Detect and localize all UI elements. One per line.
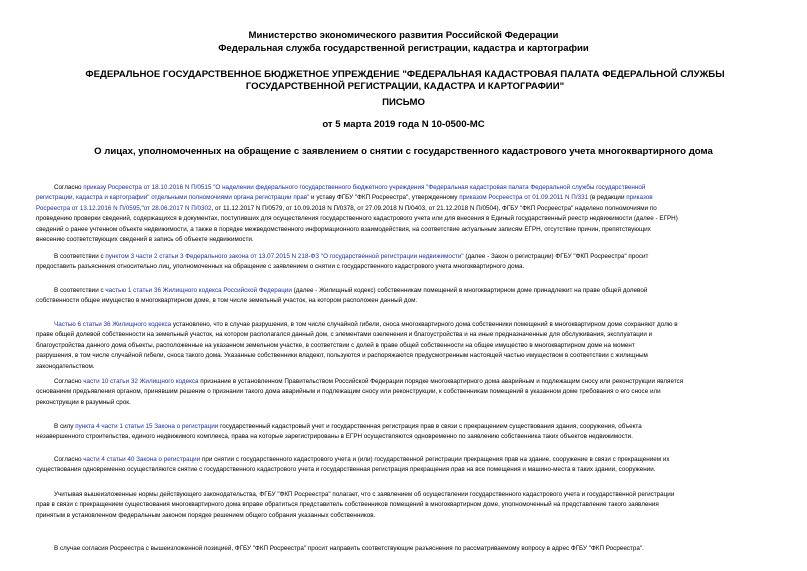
paragraph-text: ," — [139, 204, 144, 212]
legal-reference-link[interactable]: пунктом 3 части 2 статьи 3 Федерального закона от 13.07.2015 N 218-ФЗ "О государственной регистрации недвижимости" — [105, 253, 464, 260]
legal-reference-link[interactable]: приказов — [626, 194, 653, 202]
paragraph-text: Согласно — [54, 378, 84, 385]
legal-reference-link[interactable]: пункта 4 части 1 статьи 15 Закона о регистрации — [75, 423, 219, 430]
paragraph-text: установлено, что в случае разрушения, в том числе случайной гибели, сноса многоквартирного дома собственники помещений в многоквартирном доме сохраняют долю в — [171, 321, 678, 328]
letter-date-number: от 5 марта 2019 года N 10-0500-МС — [322, 119, 485, 130]
paragraph-line — [36, 341, 806, 351]
ministry-name: Министерство экономического развития Российской Федерации — [248, 30, 559, 41]
legal-reference-link[interactable]: Частью 6 статьи 36 Жилищного кодекса — [54, 321, 172, 328]
paragraph-text: предоставить разъяснения относительно лиц, уполномоченных на обращение с заявлением о снятии с государственного кадастрового учета многоквартирного дома. — [36, 263, 525, 271]
paragraph-line — [36, 193, 806, 203]
paragraph-line — [36, 235, 806, 245]
paragraph-text: внесению соответствующих сведений в запись об объекте недвижимости. — [36, 236, 254, 244]
paragraph-text: реконструкции в разумный срок. — [36, 398, 131, 406]
legal-reference-link[interactable]: Росреестра от 13.12.2016 N П/0595 — [36, 204, 140, 212]
paragraph-text: незавершенного строительства, единого недвижимого комплекса, права на которые зарегистрированы в ЕГРН осуществляются одновременно по заявлению собственника таких объектов недвижимости. — [36, 433, 633, 441]
paragraph-line — [36, 465, 806, 475]
paragraph-line — [36, 362, 806, 372]
paragraph-line — [36, 351, 806, 361]
paragraph-line — [36, 320, 806, 330]
paragraph-text: проведению проверки сведений, содержащихся в документах, поступивших для осуществления государственного кадастрового учета или для внесения в Единый государственный реестр недвижимости (далее - ЕГРН) — [36, 215, 678, 223]
agency-name: Федеральная служба государственной регистрации, кадастра и картографии — [218, 43, 589, 54]
paragraph-text: собственности общее имущество в многоквартирном доме, в том числе земельный участок, на котором расположен данный дом. — [36, 297, 418, 305]
paragraph — [36, 252, 806, 273]
paragraph-line — [36, 296, 806, 306]
paragraph-line — [36, 511, 806, 521]
paragraph-text: Согласно — [54, 456, 84, 463]
paragraph-text: законодательством. — [36, 362, 95, 370]
paragraph-line — [36, 204, 806, 214]
paragraph-line — [36, 544, 806, 554]
paragraph-line — [36, 398, 806, 408]
paragraph-text: и уставу ФГБУ "ФКП Росреестра", утвержденному — [309, 194, 460, 202]
legal-reference-link[interactable]: части 10 статьи 32 Жилищного кодекса — [83, 378, 199, 385]
paragraph-line — [36, 262, 806, 272]
paragraph-line — [36, 225, 806, 235]
paragraph-text: Учитывая вышеизложенные нормы действующего законодательства, ФГБУ "ФКП Росреестра" полагает, что с заявлением об осуществлении государственного кадастрового учета и государственной регистрации — [54, 491, 675, 498]
paragraph-line — [36, 214, 806, 224]
paragraph-line — [36, 432, 806, 442]
legal-reference-link[interactable]: части 4 статьи 40 Закона о регистрации — [83, 456, 201, 463]
paragraph-text: основанием предъявления органом, принявшим решение о признании такого дома аварийным и подлежащим сносу или реконструкции, к собственникам помещений в указанном доме требования о его сносе или — [36, 388, 661, 396]
paragraph-text: праве общей долевой собственности на земельный участок, на котором располагался данный дом, с элементами озеленения и благоустройства и на иные предназначенные для обслуживания, эксплуатации и — [36, 331, 653, 339]
paragraph-line — [36, 490, 806, 500]
paragraph-line — [36, 377, 806, 387]
paragraph — [36, 544, 806, 554]
paragraph-line — [36, 183, 806, 193]
paragraph-line — [36, 422, 806, 432]
paragraph-text: Согласно — [54, 184, 84, 191]
legal-reference-link[interactable]: регистрации, кадастра и картографии" отдельными полномочиями органа регистрации прав" — [36, 194, 310, 202]
paragraph — [36, 377, 806, 408]
document-title: О лицах, уполномоченных на обращение с заявлением о снятии с государственного кадастрового учета многоквартирного дома — [94, 146, 713, 157]
paragraph — [36, 286, 806, 307]
paragraph-text: признание в установленном Правительством Российской Федерации порядке многоквартирного дома аварийным и подлежащим сносу или реконструкции является — [198, 378, 684, 385]
paragraph-text: государственный кадастровый учет и государственная регистрация прав в связи с прекращением существования здания, сооружения, объекта — [218, 423, 642, 430]
letter-type: ПИСЬМО — [382, 97, 425, 108]
paragraph-text: В случае согласия Росреестра с вышеизложенной позицией, ФГБУ "ФКП Росреестра" просит направить соответствующие разъяснения по рассматриваемому вопросу в адрес ФГБУ "ФКП Росреестра". — [54, 545, 644, 552]
paragraph-text: (далее - Жилищный кодекс) собственникам помещений в многоквартирном доме принадлежит на праве общей долевой — [291, 287, 648, 294]
paragraph-text: разрушения, в том числе случайной гибели, сноса такого дома. Указанные собственники владеют, пользуются и распоряжаются предусмотренным настоящей частью имуществом в соответствии с жилищным — [36, 352, 648, 360]
paragraph-text: В соответствии с — [54, 253, 106, 260]
paragraph-text: сведений о ранее учтенном объекте недвижимости, а также в порядке межведомственного информационного взаимодействия, на соответствие актуальным записям ЕГРН, отсутствие причин, препятствующих — [36, 225, 651, 233]
paragraph-text: В силу — [54, 423, 76, 430]
paragraph-text: (далее - Закон о регистрации) ФГБУ "ФКП Росреестра" просит — [463, 253, 649, 260]
legal-reference-link[interactable]: частью 1 статьи 36 Жилищного кодекса Российской Федерации — [105, 287, 292, 294]
paragraph-text: при снятии с государственного кадастрового учета и (или) государственной регистрации прекращения прав на здание, сооружение в связи с прекращением их — [200, 456, 670, 463]
paragraph-text: В соответствии с — [54, 287, 106, 294]
paragraph — [36, 183, 806, 245]
paragraph — [36, 490, 806, 521]
legal-reference-link[interactable]: от 28.06.2017 N П/0302 — [143, 204, 212, 212]
paragraph-text: (в редакции — [588, 194, 627, 202]
paragraph — [36, 455, 806, 476]
paragraph — [36, 320, 806, 372]
paragraph — [36, 422, 806, 443]
paragraph-text: прав в связи с прекращением существования многоквартирного дома вправе обратиться представитель собственников помещений в многоквартирном доме, уполномоченный на представление такого заявления — [36, 501, 659, 509]
paragraph-text: принятым в установленном федеральным законом порядке решением общего собрания указанных собственников. — [36, 511, 376, 519]
paragraph-line — [36, 330, 806, 340]
organization-name: ФЕДЕРАЛЬНОЕ ГОСУДАРСТВЕННОЕ БЮДЖЕТНОЕ УПРЕЖДЕНИЕ "ФЕДЕРАЛЬНАЯ КАДАСТРОВАЯ ПАЛАТА ФЕДЕРАЛЬНОЙ СЛУЖБЫ ГОСУДАРСТВЕННОЙ РЕГИСТРАЦИИ, КАДАСТРА И КАРТОГРАФИИ" — [85, 69, 725, 92]
paragraph-line — [36, 252, 806, 262]
legal-reference-link[interactable]: приказу Росреестра от 18.10.2016 N П/0515 "О наделении федерального государственного бюджетного учреждения "Федеральная кадастровая палата Федеральной службы государственной — [83, 184, 646, 191]
paragraph-text: существования одновременно осуществляются снятие с государственного кадастрового учета и государственная регистрация прекращения прав на все помещения и машино-места в таких здании, сооружении. — [36, 466, 656, 474]
paragraph-text: , от 11.12.2017 N П/0579, от 10.09.2018 N П/0378, от 27.09.2018 N П/0403, от 21.12.2018 N П/0504), ФГБУ "ФКП Росреестра" наделено полномочиями по — [211, 204, 657, 212]
paragraph-line — [36, 286, 806, 296]
legal-reference-link[interactable]: приказом Росреестра от 01.09.2011 N П/331 — [459, 194, 589, 202]
paragraph-text: благоустройства данного дома объекты, расположенные на указанном земельном участке, в соответствии с долей в праве общей собственности на общее имущество в многоквартирном доме на момент — [36, 341, 635, 349]
paragraph-line — [36, 500, 806, 510]
paragraph-line — [36, 455, 806, 465]
paragraph-line — [36, 387, 806, 397]
